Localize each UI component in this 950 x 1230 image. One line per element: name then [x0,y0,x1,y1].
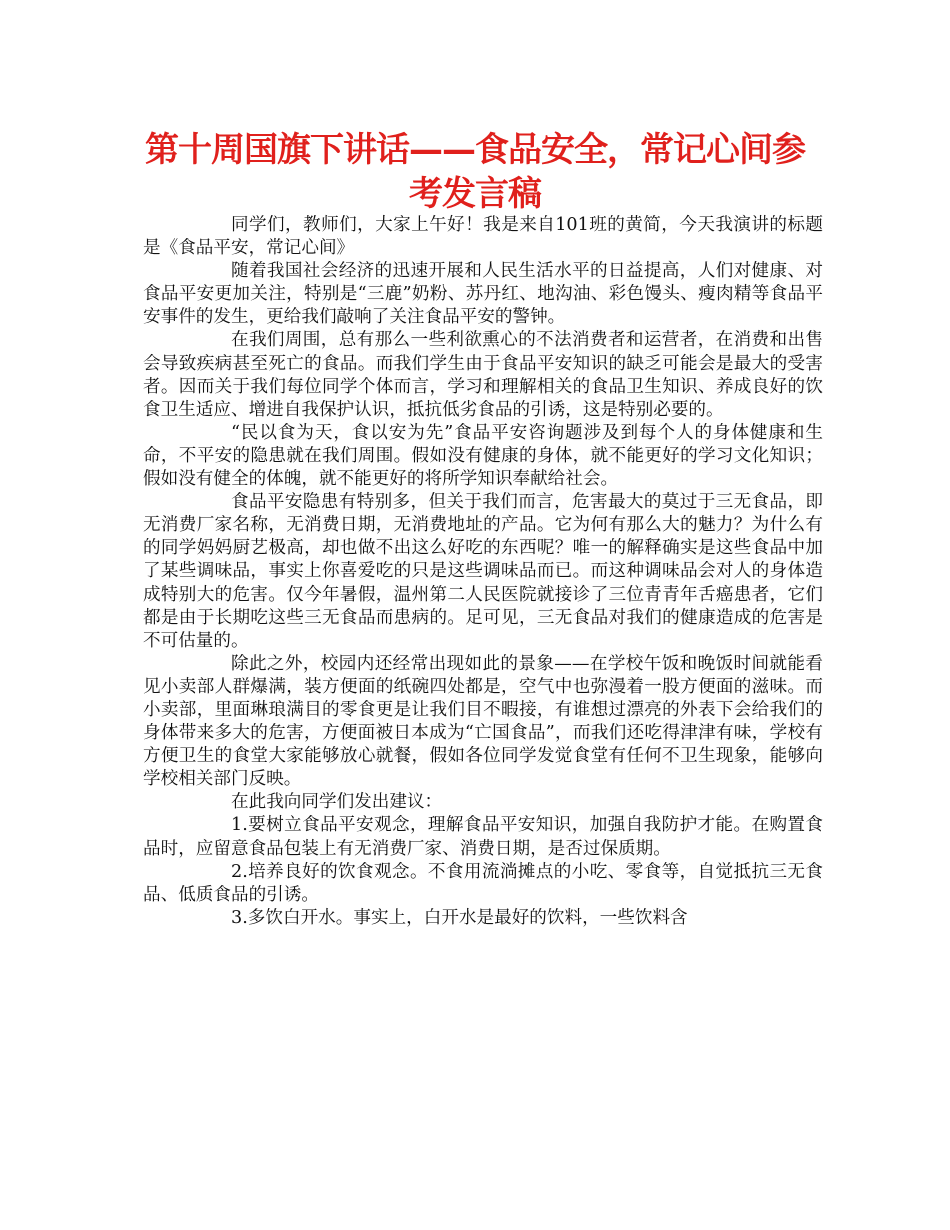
document-body [143,214,823,930]
paragraph-food-first: “民以食为天，食以安为先”食品平安咨询题涉及到每个人的身体健康和生命，不平安的隐患就在我们周围。假如没有健康的身体，就不能更好的学习文化知识；假如没有健全的体魄，就不能更好的将所学知识奉献给社会。 [143,422,823,490]
paragraph-campus-scene: 除此之外，校园内还经常出现如此的景象——在学校午饭和晚饭时间就能看见小卖部人群爆满，装方便面的纸碗四处都是，空气中也弥漫着一股方便面的滋味。而小卖部，里面琳琅满目的零食更是让我们目不暇接，有谁想过漂亮的外表下会给我们的身体带来多大的危害，方便面被日本成为“亡国食品”，而我们还吃得津津有味，学校有方便卫生的食堂大家能够放心就餐，假如各位同学发觉食堂有任何不卫生现象，能够向学校相关部门反映。 [143,653,823,790]
paragraph-surroundings: 在我们周围，总有那么一些利欲熏心的不法消费者和运营者，在消费和出售会导致疾病甚至死亡的食品。而我们学生由于食品平安知识的缺乏可能会是最大的受害者。因而关于我们每位同学个体而言，学习和理解相关的食品卫生知识、养成良好的饮食卫生适应、增进自我保护认识，抵抗低劣食品的引诱，这是特别必要的。 [143,330,823,420]
paragraph-proposal-3: 3.多饮白开水。事实上，白开水是最好的饮料，一些饮料含 [231,907,688,928]
paragraph-proposal-2: 2.培养良好的饮食观念。不食用流淌摊点的小吃、零食等，自觉抵抗三无食品、低质食品的引诱。 [143,861,823,905]
paragraph-three-no-food: 食品平安隐患有特别多，但关于我们而言，危害最大的莫过于三无食品，即无消费厂家名称，无消费日期，无消费地址的产品。它为何有那么大的魅力？为什么有的同学妈妈厨艺极高，却也做不出这么好吃的东西呢？唯一的解释确实是这些食品中加了某些调味品，事实上你喜爱吃的只是这些调味品而已。而这种调味品会对人的身体造成特别大的危害。仅今年暑假，温州第二人民医院就接诊了三位青青年舌癌患者，它们都是由于长期吃这些三无食品而患病的。足可见，三无食品对我们的健康造成的危害是不可估量的。 [143,492,823,651]
paragraph-background: 随着我国社会经济的迅速开展和人民生活水平的日益提高，人们对健康、对食品平安更加关注，特别是“三鹿”奶粉、苏丹红、地沟油、彩色馒头、瘦肉精等食品平安事件的发生，更给我们敲响了关注食品平安的警钟。 [143,261,823,328]
paragraph-proposal-1: 1.要树立食品平安观念，理解食品平安知识，加强自我防护才能。在购置食品时，应留意食品包装上有无消费厂家、消费日期，是否过保质期。 [143,815,823,859]
paragraph-greeting: 同学们，教师们，大家上午好！我是来自101班的黄简，今天我演讲的标题是《食品平安，常记心间》 [143,215,823,259]
document-title: 第十周国旗下讲话——食品安全，常记心间参考发言稿 [145,130,805,214]
paragraph-proposal-intro: 在此我向同学们发出建议： [231,792,443,813]
